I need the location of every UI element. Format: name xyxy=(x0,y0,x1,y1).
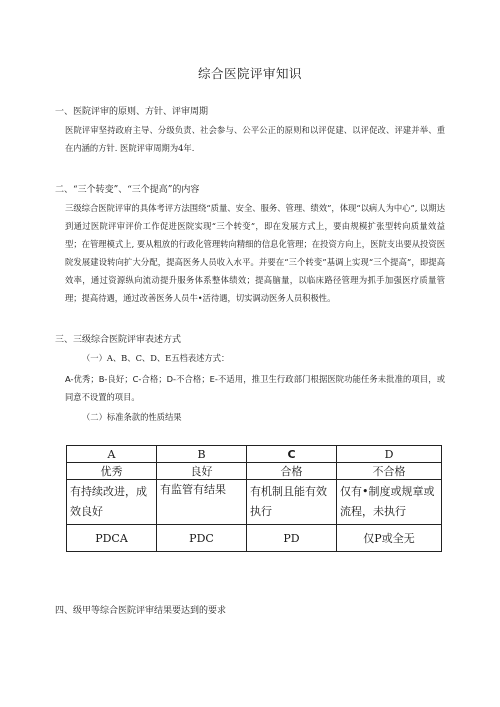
table-cell: PDC xyxy=(157,525,247,552)
table-cell: 仅有•制度或规章或流程，未执行 xyxy=(337,480,442,525)
table-cell: 优秀 xyxy=(67,463,157,480)
grade-definitions: A-优秀；B-良好；C-合格；D-不合格；E-不适用，推卫生行政部门根据医院功能任务未批准的项目，或同意不设置的项目。 xyxy=(65,374,445,402)
table-header-cell: A xyxy=(67,446,157,463)
table-header-cell: B xyxy=(157,446,247,463)
section-1-heading: 一、医院评审的原则、方针、评审周期 xyxy=(55,107,209,117)
table-cell: 有监管有结果 xyxy=(157,480,247,525)
table-cell: PD xyxy=(247,525,337,552)
table-header-row xyxy=(67,446,442,463)
section-3-subheading-1: （一）A、B、C、D、E五档表述方式： xyxy=(82,353,230,363)
document-title: 综合医院评审知识 xyxy=(197,66,302,81)
section-2-body: 三级综合医院评审的具体考评方法围绕“质量、安全、服务、管理、绩效”，体现“以病人为中心”, 以期达到通过医院评审评价工作促进医院实现“三个转变”，即在发展方式上，要由规模扩张型转向质量效益型；在管理模式上, 要从粗放的行政化管理转向精细的信息化管理；在投资方向上，医院支出要从投资医院发展建设转向扩大分配，提高医务人员收入水平。并要在“三个转变”基调上实现“三个提高”，即提高效率，通过资源纵向流动提升服务体系整体绩效；提高脑量，以临床路径管理为抓手加强医疗质量管理；提高待遇，通过改善医务人员牛•活待遇，切实调动医务人员积极性。 xyxy=(65,203,445,303)
table-cell: 有持续改进，成效良好 xyxy=(67,480,157,525)
section-1-body: 医院评审坚持政府主导、分级负责、社会参与、公平公正的原则和以评促建、以评促改、评建并举、重在内涵的方针. 医院评审周期为4年. xyxy=(65,125,445,153)
table-row xyxy=(67,525,442,552)
section-4-heading: 四、级甲等综合医院评审结果要达到的要求 xyxy=(55,606,227,616)
table-cell: 有机制且能有效执行 xyxy=(247,480,337,525)
table-header-cell: C xyxy=(247,446,337,463)
table-row xyxy=(67,463,442,480)
table-row xyxy=(67,480,442,525)
result-nature-table xyxy=(66,445,442,552)
table-cell: 仅P或全无 xyxy=(337,525,442,552)
table-cell: PDCA xyxy=(67,525,157,552)
table-cell: 不合格 xyxy=(337,463,442,480)
table-cell: 良好 xyxy=(157,463,247,480)
section-3-subheading-2: （二）标准条款的性质结果 xyxy=(82,412,182,422)
table-header-cell: D xyxy=(337,446,442,463)
table-cell: 合格 xyxy=(247,463,337,480)
section-2-heading: 二、“三个转变”、“三个提高”的内容 xyxy=(55,185,200,195)
section-3-heading: 三、三级综合医院评审表述方式 xyxy=(55,335,182,345)
